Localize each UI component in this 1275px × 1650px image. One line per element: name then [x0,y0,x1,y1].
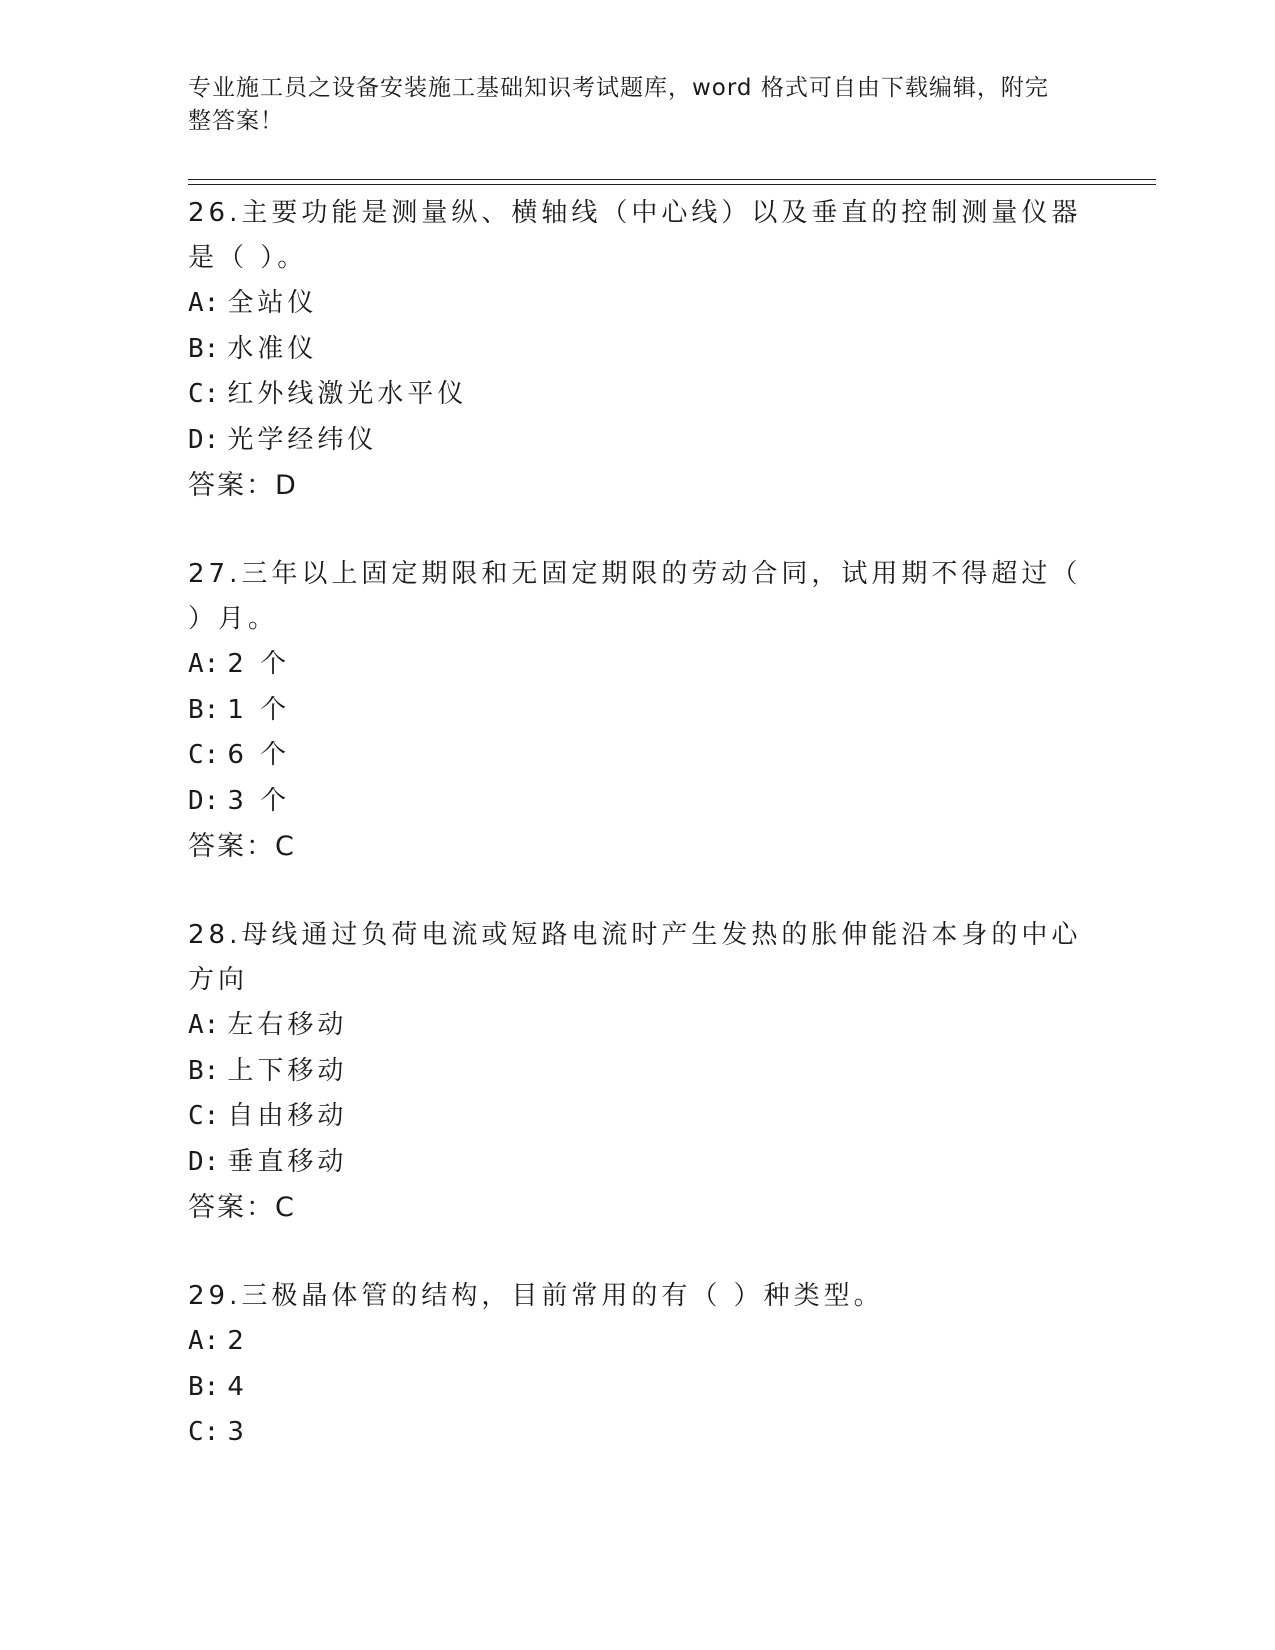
option-text: 1 个 [227,694,291,725]
header-divider-top [188,179,1156,180]
question-28 [188,913,1088,1230]
option-letter: A: [188,1326,220,1356]
answer-line [188,1185,1088,1230]
option-text: 上下移动 [227,1055,348,1086]
option-letter: C: [188,1101,220,1131]
option-b [188,688,1088,734]
answer-value: D [275,470,296,501]
option-text: 6 个 [227,740,291,770]
option-d [188,779,1088,825]
option-letter: A: [188,288,220,318]
option-letter: C: [188,1417,220,1447]
option-a [188,1003,1088,1049]
question-stem: 26.主要功能是测量纵、横轴线（中心线）以及垂直的控制测量仪器是（ ）。 [188,198,1082,273]
option-letter: C: [188,379,220,409]
option-b [188,327,1088,373]
option-text: 自由移动 [227,1101,348,1131]
option-letter: D: [188,785,220,816]
option-letter: D: [188,424,220,455]
option-a [188,281,1088,327]
option-letter: A: [188,1010,220,1040]
option-letter: D: [188,1146,220,1177]
option-text: 水准仪 [227,333,318,364]
question-stem: 29.三极晶体管的结构，目前常用的有（ ）种类型。 [188,1281,884,1311]
option-c [188,733,1088,779]
answer-value: C [275,831,294,862]
option-text: 全站仪 [227,288,318,318]
option-a [188,642,1088,688]
option-text: 红外线激光水平仪 [227,379,468,409]
answer-label: 答案： [188,831,275,862]
option-letter: A: [188,649,220,679]
option-b [188,1049,1088,1095]
option-text: 3 [227,1417,248,1447]
option-text: 4 [227,1371,248,1402]
option-c [188,372,1088,418]
answer-label: 答案： [188,470,275,501]
option-text: 2 [227,1326,248,1356]
answer-value: C [275,1192,294,1223]
question-stem: 28.母线通过负荷电流或短路电流时产生发热的胀伸能沿本身的中心方向 [188,920,1082,995]
question-26 [188,191,1088,508]
option-c [188,1094,1088,1140]
answer-line [188,463,1088,508]
option-d [188,418,1088,464]
option-text: 光学经纬仪 [227,424,378,455]
header-divider-bottom [188,184,1156,185]
option-a [188,1319,1088,1365]
option-letter: B: [188,694,220,725]
answer-line [188,824,1088,869]
option-letter: B: [188,1055,220,1086]
option-text: 左右移动 [227,1010,348,1040]
question-stem: 27.三年以上固定期限和无固定期限的劳动合同，试用期不得超过（ ）月。 [188,559,1082,634]
option-letter: B: [188,333,220,364]
question-27 [188,552,1088,869]
option-letter: B: [188,1371,220,1402]
option-c [188,1410,1088,1456]
option-letter: C: [188,740,220,770]
option-text: 垂直移动 [227,1146,348,1177]
question-29 [188,1274,1088,1456]
document-header: 专业施工员之设备安装施工基础知识考试题库，word 格式可自由下载编辑，附完整答案！ [188,75,1049,134]
question-list [188,191,1088,1500]
option-text: 2 个 [227,649,291,679]
answer-label: 答案： [188,1192,275,1223]
option-d [188,1140,1088,1186]
option-text: 3 个 [227,785,291,816]
option-b [188,1365,1088,1411]
